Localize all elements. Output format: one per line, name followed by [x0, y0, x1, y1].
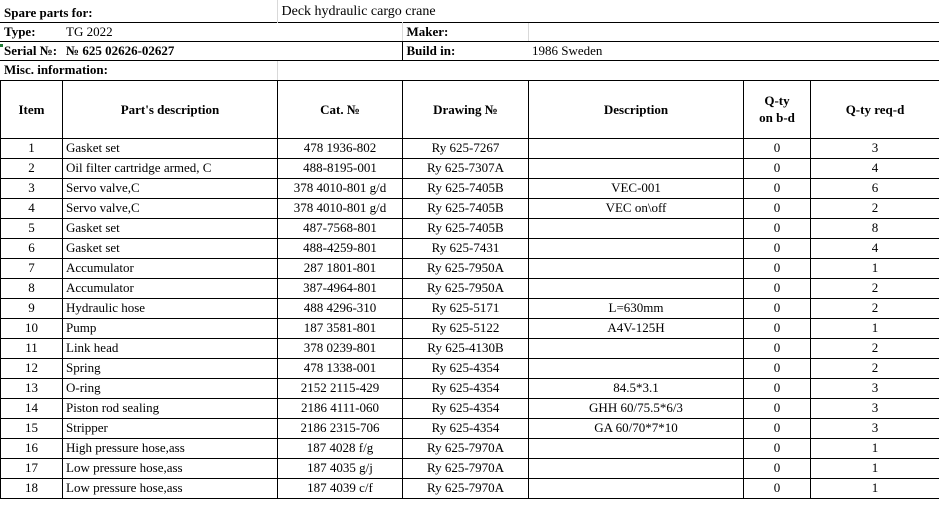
cell-drawing-number[interactable]: Ry 625-7431 [403, 238, 529, 258]
cell-drawing-number[interactable]: Ry 625-4130B [403, 338, 529, 358]
cell-item[interactable]: 9 [1, 298, 63, 318]
cell-drawing-number[interactable]: Ry 625-7405B [403, 198, 529, 218]
cell-item[interactable]: 5 [1, 218, 63, 238]
cell-description[interactable] [529, 338, 744, 358]
header-row-type [0, 23, 939, 42]
cell-part-description[interactable]: Gasket set [63, 238, 278, 258]
cell-qty-onboard[interactable]: 0 [744, 338, 811, 358]
maker-label: Maker: [402, 23, 528, 42]
cell-qty-required[interactable]: 3 [811, 418, 939, 438]
cell-description[interactable] [529, 438, 744, 458]
table-row [1, 318, 939, 338]
cell-item[interactable]: 16 [1, 438, 63, 458]
cell-description[interactable]: GHH 60/75.5*6/3 [529, 398, 744, 418]
cell-cat-number[interactable]: 378 4010-801 g/d [278, 198, 403, 218]
cell-item[interactable]: 3 [1, 178, 63, 198]
cell-drawing-number[interactable]: Ry 625-4354 [403, 358, 529, 378]
type-value[interactable]: TG 2022 [62, 23, 402, 42]
cell-description[interactable]: L=630mm [529, 298, 744, 318]
table-row [1, 438, 939, 458]
table-row [1, 158, 939, 178]
cell-description[interactable] [529, 278, 744, 298]
cell-qty-onboard[interactable]: 0 [744, 258, 811, 278]
spare-parts-value[interactable]: Deck hydraulic cargo crane [277, 0, 939, 23]
header-block [0, 0, 939, 80]
cell-qty-required[interactable]: 1 [811, 478, 939, 498]
cell-cat-number[interactable]: 488 4296-310 [278, 298, 403, 318]
cell-drawing-number[interactable]: Ry 625-7970A [403, 438, 529, 458]
spare-parts-table [0, 80, 939, 499]
cell-item[interactable]: 11 [1, 338, 63, 358]
cell-qty-required[interactable]: 1 [811, 458, 939, 478]
cell-cat-number[interactable]: 488-4259-801 [278, 238, 403, 258]
cell-description[interactable]: 84.5*3.1 [529, 378, 744, 398]
cell-cat-number[interactable]: 187 4028 f/g [278, 438, 403, 458]
cell-qty-required[interactable]: 4 [811, 158, 939, 178]
cell-part-description[interactable]: Low pressure hose,ass [63, 458, 278, 478]
table-row [1, 138, 939, 158]
cell-cat-number[interactable]: 478 1936-802 [278, 138, 403, 158]
cell-drawing-number[interactable]: Ry 625-7307A [403, 158, 529, 178]
column-header-qty-onboard [744, 80, 811, 138]
cell-item[interactable]: 10 [1, 318, 63, 338]
cell-part-description[interactable]: Piston rod sealing [63, 398, 278, 418]
header-row-serial [0, 42, 939, 61]
cell-cat-number[interactable]: 478 1338-001 [278, 358, 403, 378]
cell-qty-required[interactable]: 6 [811, 178, 939, 198]
cell-drawing-number[interactable]: Ry 625-7267 [403, 138, 529, 158]
cell-qty-onboard[interactable]: 0 [744, 318, 811, 338]
table-row [1, 218, 939, 238]
cell-selection-marker [0, 44, 3, 47]
cell-qty-onboard[interactable]: 0 [744, 198, 811, 218]
cell-qty-required[interactable]: 1 [811, 438, 939, 458]
cell-part-description[interactable]: Accumulator [63, 278, 278, 298]
cell-description[interactable] [529, 218, 744, 238]
cell-qty-onboard[interactable]: 0 [744, 158, 811, 178]
cell-cat-number[interactable]: 2186 4111-060 [278, 398, 403, 418]
cell-qty-onboard[interactable]: 0 [744, 298, 811, 318]
cell-qty-onboard[interactable]: 0 [744, 458, 811, 478]
table-row [1, 398, 939, 418]
cell-item[interactable]: 8 [1, 278, 63, 298]
type-label: Type: [0, 23, 62, 42]
table-row [1, 178, 939, 198]
table-body [1, 138, 939, 498]
cell-drawing-number[interactable]: Ry 625-7950A [403, 278, 529, 298]
cell-part-description[interactable]: Gasket set [63, 218, 278, 238]
cell-cat-number[interactable]: 387-4964-801 [278, 278, 403, 298]
cell-part-description[interactable]: Spring [63, 358, 278, 378]
table-row [1, 258, 939, 278]
cell-cat-number[interactable]: 187 4035 g/j [278, 458, 403, 478]
cell-qty-onboard[interactable]: 0 [744, 278, 811, 298]
cell-drawing-number[interactable]: Ry 625-5171 [403, 298, 529, 318]
cell-qty-required[interactable]: 2 [811, 278, 939, 298]
cell-description[interactable]: GA 60/70*7*10 [529, 418, 744, 438]
build-value[interactable]: 1986 Sweden [528, 42, 939, 61]
cell-part-description[interactable]: O-ring [63, 378, 278, 398]
cell-description[interactable]: VEC-001 [529, 178, 744, 198]
cell-qty-onboard[interactable]: 0 [744, 418, 811, 438]
table-row [1, 378, 939, 398]
table-row [1, 298, 939, 318]
misc-label: Misc. information: [4, 62, 108, 78]
cell-drawing-number[interactable]: Ry 625-5122 [403, 318, 529, 338]
cell-description[interactable] [529, 258, 744, 278]
maker-value[interactable] [528, 23, 939, 42]
table-row [1, 338, 939, 358]
cell-qty-required[interactable]: 4 [811, 238, 939, 258]
cell-part-description[interactable]: Hydraulic hose [63, 298, 278, 318]
cell-item[interactable]: 4 [1, 198, 63, 218]
cell-qty-required[interactable]: 8 [811, 218, 939, 238]
cell-item[interactable]: 14 [1, 398, 63, 418]
cell-qty-onboard[interactable]: 0 [744, 178, 811, 198]
column-header-description: Description [529, 80, 744, 138]
cell-qty-required[interactable]: 3 [811, 138, 939, 158]
cell-drawing-number[interactable]: Ry 625-4354 [403, 378, 529, 398]
cell-cat-number[interactable]: 487-7568-801 [278, 218, 403, 238]
cell-qty-onboard[interactable]: 0 [744, 218, 811, 238]
serial-value[interactable]: № 625 02626-02627 [62, 42, 402, 61]
cell-qty-onboard[interactable]: 0 [744, 438, 811, 458]
cell-item[interactable]: 15 [1, 418, 63, 438]
table-row [1, 458, 939, 478]
cell-qty-required[interactable]: 2 [811, 198, 939, 218]
cell-part-description[interactable]: Servo valve,C [63, 178, 278, 198]
cell-qty-required[interactable]: 2 [811, 338, 939, 358]
cell-qty-required[interactable]: 2 [811, 358, 939, 378]
cell-description[interactable] [529, 158, 744, 178]
cell-description[interactable]: VEC on\off [529, 198, 744, 218]
cell-qty-onboard[interactable]: 0 [744, 238, 811, 258]
cell-qty-required[interactable]: 1 [811, 258, 939, 278]
cell-part-description[interactable]: Stripper [63, 418, 278, 438]
spare-parts-label: Spare parts for: [0, 0, 277, 23]
cell-item[interactable]: 13 [1, 378, 63, 398]
cell-part-description[interactable]: Link head [63, 338, 278, 358]
cell-qty-onboard[interactable]: 0 [744, 378, 811, 398]
cell-qty-onboard[interactable]: 0 [744, 138, 811, 158]
table-header-row [1, 80, 939, 138]
table-row [1, 358, 939, 378]
cell-description[interactable] [529, 138, 744, 158]
cell-qty-onboard[interactable]: 0 [744, 398, 811, 418]
cell-drawing-number[interactable]: Ry 625-7970A [403, 478, 529, 498]
table-row [1, 198, 939, 218]
qty-onboard-line-1: Q-ty [764, 93, 790, 108]
cell-description[interactable]: A4V-125H [529, 318, 744, 338]
cell-qty-required[interactable]: 2 [811, 298, 939, 318]
cell-cat-number[interactable]: 2152 2115-429 [278, 378, 403, 398]
cell-item[interactable]: 1 [1, 138, 63, 158]
cell-cat-number[interactable]: 488-8195-001 [278, 158, 403, 178]
table-row [1, 418, 939, 438]
cell-part-description[interactable]: Gasket set [63, 138, 278, 158]
cell-item[interactable]: 12 [1, 358, 63, 378]
table-row [1, 278, 939, 298]
cell-drawing-number[interactable]: Ry 625-4354 [403, 398, 529, 418]
cell-cat-number[interactable]: 287 1801-801 [278, 258, 403, 278]
cell-drawing-number[interactable]: Ry 625-4354 [403, 418, 529, 438]
header-row-misc [0, 61, 939, 80]
cell-qty-required[interactable]: 3 [811, 378, 939, 398]
column-header-cat-number: Cat. № [278, 80, 403, 138]
cell-description[interactable] [529, 238, 744, 258]
cell-part-description[interactable]: Accumulator [63, 258, 278, 278]
cell-part-description[interactable]: Oil filter cartridge armed, C [63, 158, 278, 178]
cell-qty-required[interactable]: 3 [811, 398, 939, 418]
column-header-qty-required: Q-ty req-d [811, 80, 939, 138]
table-row [1, 238, 939, 258]
cell-item[interactable]: 7 [1, 258, 63, 278]
cell-part-description[interactable]: Low pressure hose,ass [63, 478, 278, 498]
cell-description[interactable] [529, 358, 744, 378]
build-label: Build in: [402, 42, 528, 61]
cell-item[interactable]: 18 [1, 478, 63, 498]
column-header-drawing-number: Drawing № [403, 80, 529, 138]
cell-description[interactable] [529, 478, 744, 498]
header-row-spare-parts [0, 0, 939, 23]
cell-part-description[interactable]: Pump [63, 318, 278, 338]
cell-part-description[interactable]: High pressure hose,ass [63, 438, 278, 458]
column-header-part-description: Part's description [63, 80, 278, 138]
cell-cat-number[interactable]: 187 4039 c/f [278, 478, 403, 498]
misc-value[interactable] [277, 61, 939, 80]
cell-item[interactable]: 2 [1, 158, 63, 178]
cell-cat-number[interactable]: 378 0239-801 [278, 338, 403, 358]
cell-drawing-number[interactable]: Ry 625-7405B [403, 178, 529, 198]
cell-drawing-number[interactable]: Ry 625-7405B [403, 218, 529, 238]
cell-item[interactable]: 17 [1, 458, 63, 478]
qty-onboard-line-2: on b-d [759, 110, 795, 125]
cell-cat-number[interactable]: 2186 2315-706 [278, 418, 403, 438]
cell-qty-required[interactable]: 1 [811, 318, 939, 338]
cell-item[interactable]: 6 [1, 238, 63, 258]
cell-drawing-number[interactable]: Ry 625-7950A [403, 258, 529, 278]
cell-cat-number[interactable]: 378 4010-801 g/d [278, 178, 403, 198]
cell-drawing-number[interactable]: Ry 625-7970A [403, 458, 529, 478]
serial-label: Serial №: [0, 42, 62, 61]
column-header-item: Item [1, 80, 63, 138]
cell-cat-number[interactable]: 187 3581-801 [278, 318, 403, 338]
cell-qty-onboard[interactable]: 0 [744, 478, 811, 498]
cell-part-description[interactable]: Servo valve,C [63, 198, 278, 218]
cell-qty-onboard[interactable]: 0 [744, 358, 811, 378]
table-row [1, 478, 939, 498]
cell-description[interactable] [529, 458, 744, 478]
